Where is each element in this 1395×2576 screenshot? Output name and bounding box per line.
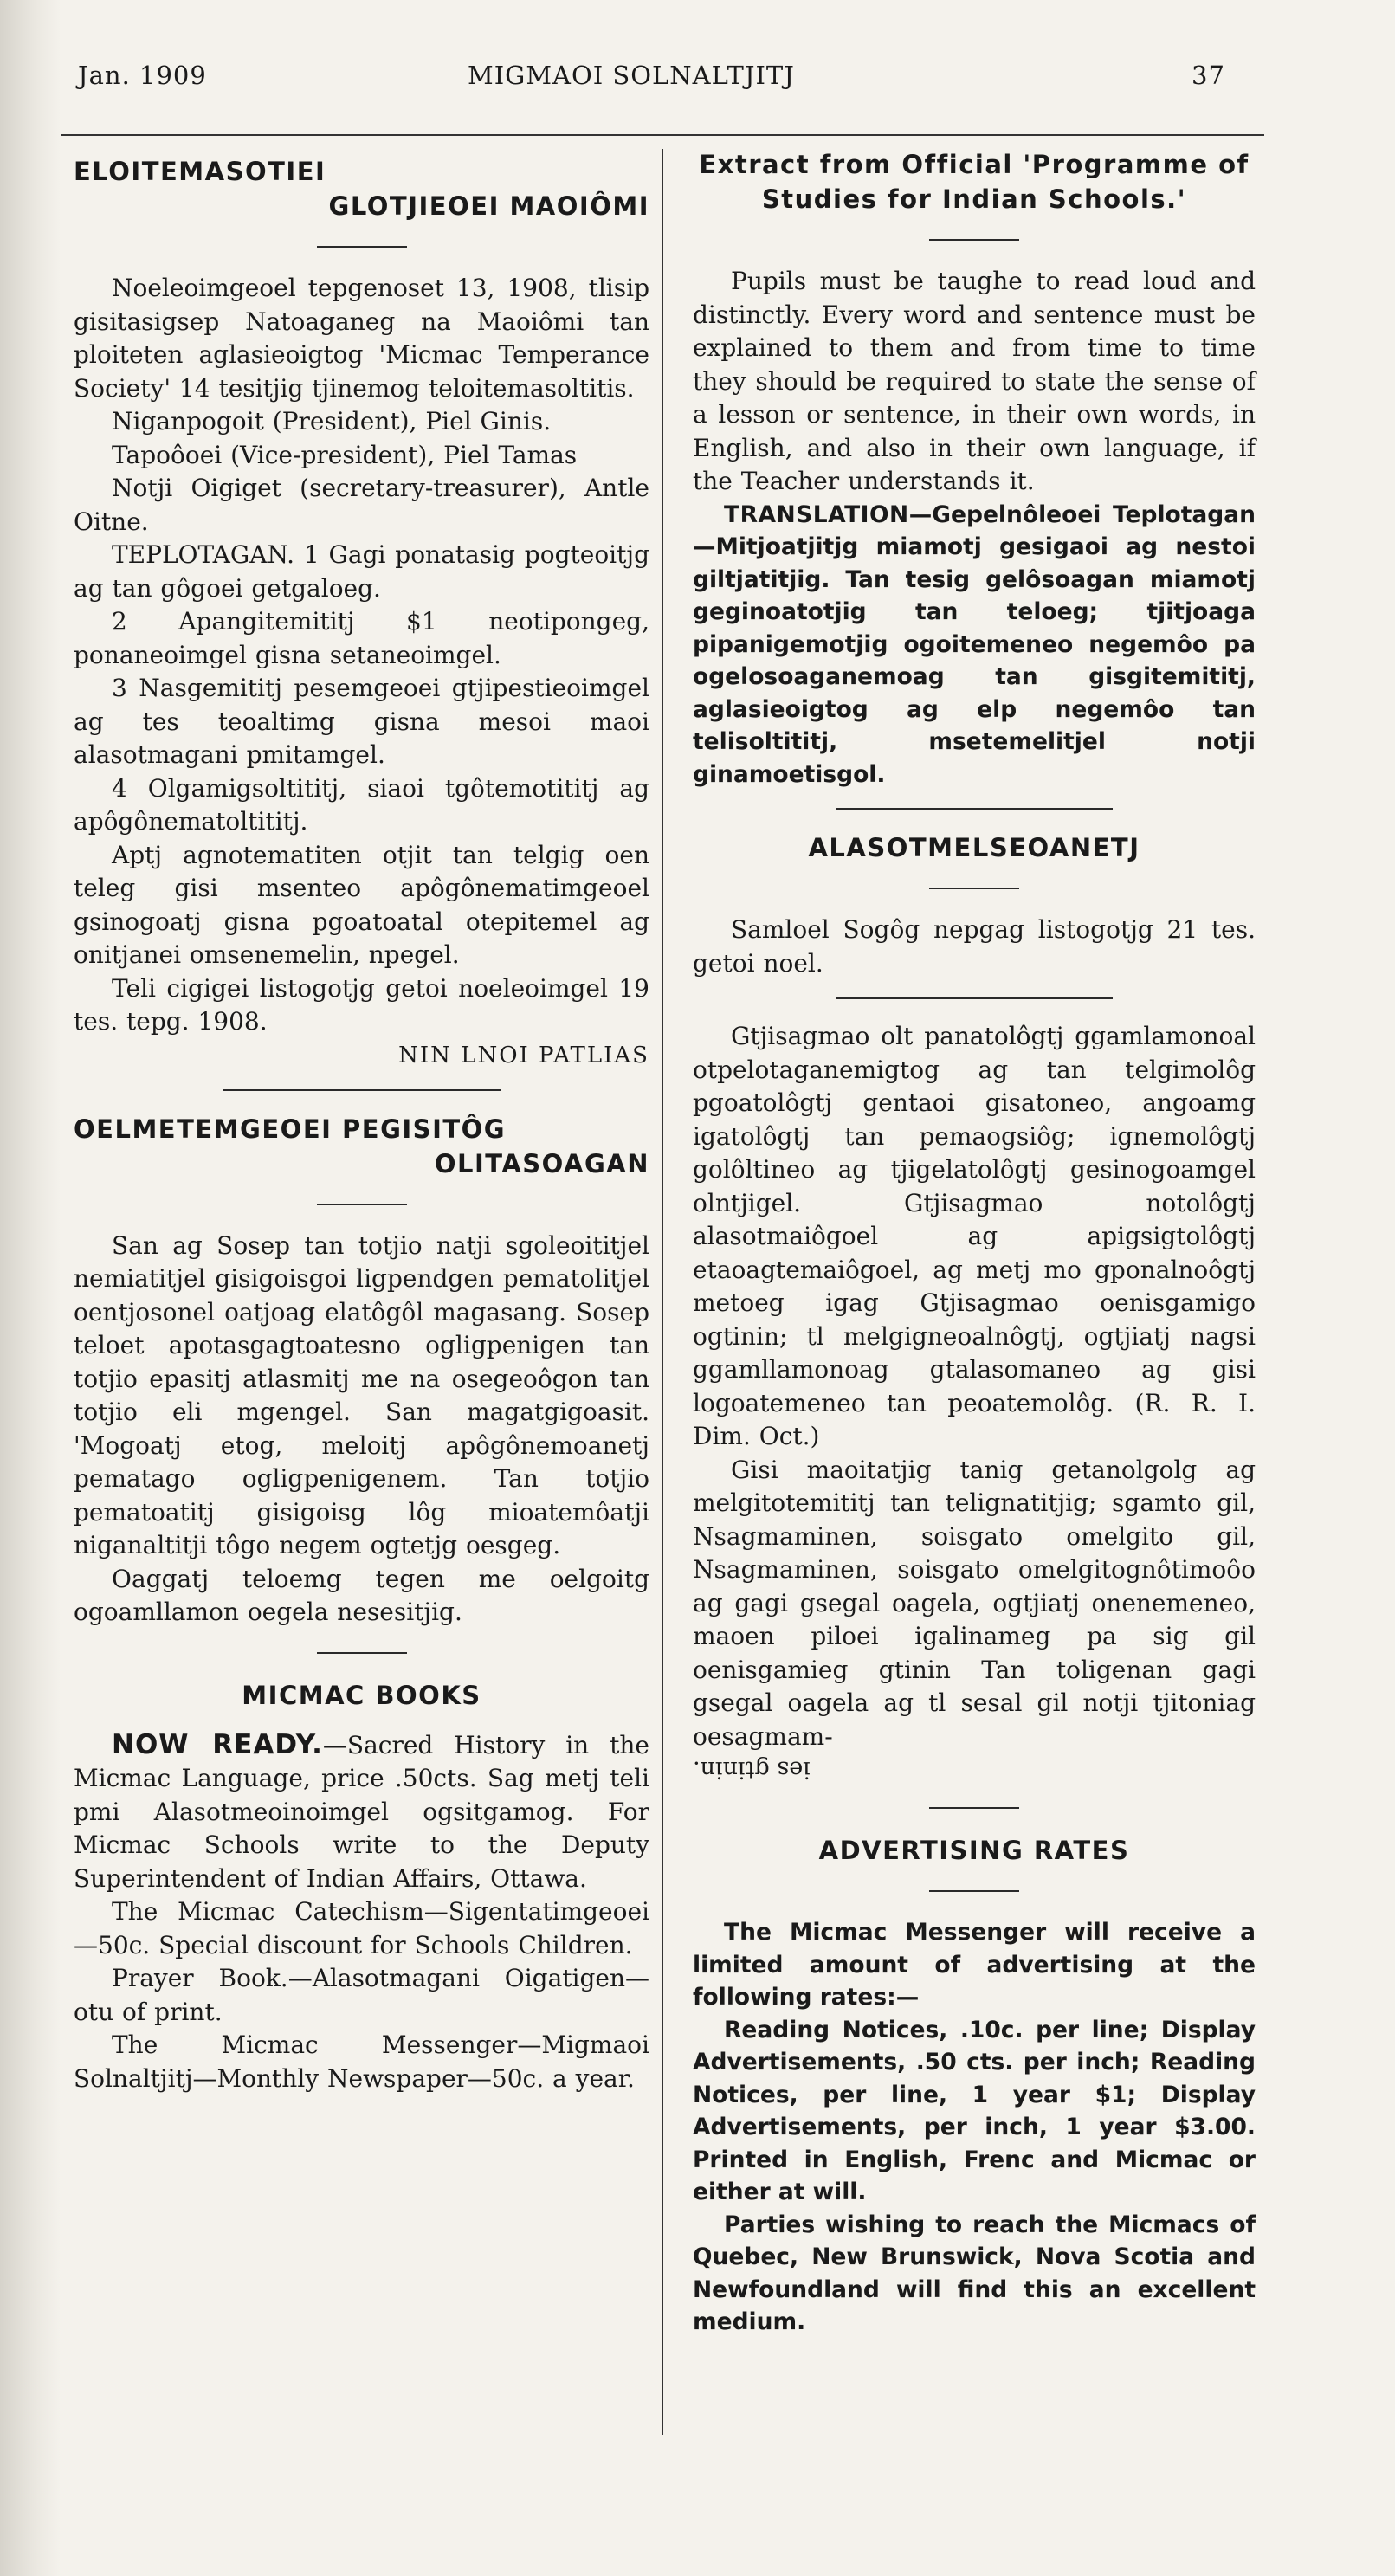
separator <box>317 246 407 248</box>
heading-line: OLITASOAGAN <box>434 1148 649 1178</box>
article-heading: ALASOTMELSEOANETJ <box>808 833 1140 862</box>
paragraph: Pupils must be taughe to read loud and distinctly. Every word and sentence must be explained to them and from time to time they should be required to state the sense of a lesson or sentence, in their own words, in English, and also in their own language, if the Teacher understands it. <box>693 267 1256 495</box>
header-rule <box>61 134 1264 136</box>
separator <box>929 239 1019 241</box>
article-heading: ADVERTISING RATES <box>818 1836 1130 1865</box>
paragraph: Teli cigigei listogotjg getoi noeleoimgel 19 tes. tepg. 1908. <box>74 973 649 1036</box>
paragraph: Noeleoimgeoel tepgenoset 13, 1908, tlisip gisitasigsep Natoaganeg na Maoiômi tan ploiteten aglasieoigtog 'Micmac Temperance Society' 14 tesitjig tjinemog teloitemasoltitis. <box>74 274 649 403</box>
paragraph: Notji Oigiget (secretary-treasurer), Antle Oitne. <box>74 474 649 536</box>
article-heading: MICMAC BOOKS <box>242 1680 481 1710</box>
article-heading: Extract from Official 'Programme of Studies for Indian Schools.' <box>699 150 1250 214</box>
paragraph: San ag Sosep tan totjio natji sgoleoititjel nemiatitjel gisigoisgoi ligpendgen pematolitjel oentjosonel oatjoag elatôgôl magasang. Sosep teloet apotasgagtoatesno ogligpenigen tan totjio epasitj atlasmitj me na osegeoôgon tan totjio eli mgengel. San magatgigoasit. 'Mogoatj etog, meloitj apôgônemoanetj pematago ogligpenigenem. Tan totjio pematoatitj gisigoisg lôg mioatemôatji niganaltitji tôgo negem ogtetjg oesgeg. <box>74 1230 649 1559</box>
separator <box>929 1807 1019 1809</box>
article-heading <box>74 154 649 223</box>
paragraph: The Micmac Messenger will receive a limited amount of advertising at the following rates:— <box>693 1919 1256 2011</box>
paragraph: Oaggatj teloemg tegen me oelgoitg ogoamllamon oegela nesesitjig. <box>74 1564 649 1626</box>
separator <box>317 1204 407 1205</box>
column-divider <box>662 149 663 2435</box>
left-column <box>74 154 649 2095</box>
paragraph: Gisi maoitatjig tanig getanolgolg ag melgitotemititj tan telignatitjig; sgamto gil, Nsagmaminen, soisgato omelgito gil, Nsagmaminen, soisgato omelgitognôtimoôo ag gagi gsegal oagela, ogtjiatj onenemeneo, maoen piloei igalinameg pa sig gil oenisgamieg gtinin Tan toligenan gagi gsegal oagela ag tl sesal gil notji tjitoniag oesagmam- <box>693 1455 1256 1751</box>
separator <box>836 997 1113 999</box>
heading-line: OELMETEMGEOEI PEGISITÔG <box>74 1114 507 1144</box>
issue-date: Jan. 1909 <box>78 61 207 90</box>
binding-shadow <box>0 0 61 2576</box>
separator <box>836 808 1113 810</box>
paragraph: Gtjisagmao olt panatolôgtj ggamlamonoal otpelotaganemigtog ag tan telgimolôg pgoatolôgtj gentaoi gisatoneo, angoamg igatolôgtj tan pemaogsiôg; ignemolôgtj golôltineo ag tjigelatolôgtj gesinogoamgel olntjigel. Gtjisagmao notolôgtj alasotmaiôgoel ag apigsigtolôgtj etaoagtemaiôgoel, ag metj mo gponalnoôgtj metoeg igag Gtjisagmao oenisgamigo ogtinin; tl melgigneoalnôgtj, ogtjiatj nagsi ggamllamonoag gtalasomaneo ag gisi logoatemeneo tan peoatemolôg. (R. R. I. Dim. Oct.) <box>693 1022 1256 1450</box>
separator <box>223 1089 501 1091</box>
paragraph: 4 Olgamigsoltititj, siaoi tgôtemotititj ag apôgônematoltititj. <box>74 773 649 836</box>
paragraph: 2 Apangitemititj $1 neotipongeg, ponaneoimgel gisna setaneoimgel. <box>74 607 649 669</box>
paragraph-text: —Sacred History in the Micmac Language, price .50cts. Sag metj teli pmi Alasotmeoinoimgel ogsitgamog. For Micmac Schools write to the Deputy Superintendent of Indian Affairs, Ottawa. <box>74 1730 649 1893</box>
paragraph: Tapoôoei (Vice-president), Piel Tamas <box>112 440 578 469</box>
paragraph: Reading Notices, .10c. per line; Display Advertisements, .50 cts. per inch; Reading Notices, per line, 1 year $1; Display Advertisements, per inch, 1 year $3.00. Printed in English, Frenc and Micmac or either at will. <box>693 2016 1256 2205</box>
article-heading <box>74 1112 649 1181</box>
paragraph: TEPLOTAGAN. 1 Gagi ponatasig pogteoitjg ag tan gôgoei getgaloeg. <box>74 540 649 603</box>
separator <box>929 888 1019 889</box>
paragraph: Prayer Book.—Alasotmagani Oigatigen—otu of print. <box>74 1964 649 2026</box>
paragraph <box>74 1728 649 1896</box>
paragraph: Aptj agnotematiten otjit tan telgig oen teleg gisi msenteo apôgônematimgeoel gsinogoatj gisna pgoatoatal otepitemel ag onitjanei omsenemelin, npegel. <box>74 840 649 969</box>
paragraph: 3 Nasgemititj pesemgeoei gtjipestieoimgel ag tes teoaltimg gisna mesoi maoi alasotmagani pmitamgel. <box>74 674 649 769</box>
translation-label: TRANSLATION <box>724 500 909 528</box>
page-number: 37 <box>1192 61 1225 90</box>
heading-line: GLOTJIEOEI MAOIÔMI <box>328 191 649 221</box>
signature: NIN LNOI PATLIAS <box>398 1042 649 1068</box>
paragraph: The Micmac Catechism—Sigentatimgeoei—50c. Special discount for Schools Children. <box>74 1897 649 1959</box>
separator <box>929 1890 1019 1892</box>
paragraph: Samloel Sogôg nepgag listogotjg 21 tes. getoi noel. <box>693 915 1256 978</box>
heading-line: ELOITEMASOTIEI <box>74 157 326 186</box>
inverted-type-line: ies gtinin. <box>693 1756 811 1783</box>
paragraph: Niganpogoit (President), Piel Ginis. <box>112 407 552 436</box>
newspaper-title: MIGMAOI SOLNALTJITJ <box>468 61 795 90</box>
separator <box>317 1652 407 1654</box>
paragraph: The Micmac Messenger—Migmaoi Solnaltjitj—Monthly Newspaper—50c. a year. <box>74 2030 649 2093</box>
paragraph-text: —Gepelnôleoei Teplotagan—Mitjoatjitjg miamotj gesigaoi ag nestoi giltjatitjig. Tan tesig gelôsoagan miamotj geginoatotjig tan teloeg; tjitjoaga pipanigemotjig ogoitemeneo negemôo pa ogelosoaganemoag tan gisgitemititj, aglasieoigtog ag elp negemôo tan telisoltititj, msetemelitjel notji ginamoetisgol. <box>693 500 1256 788</box>
paragraph: Parties wishing to reach the Micmacs of Quebec, New Brunswick, Nova Scotia and Newfoundland will find this an excellent medium. <box>693 2211 1256 2335</box>
right-column <box>693 147 1256 2339</box>
lead-in: NOW READY. <box>112 1728 323 1760</box>
translation-paragraph <box>693 499 1256 791</box>
